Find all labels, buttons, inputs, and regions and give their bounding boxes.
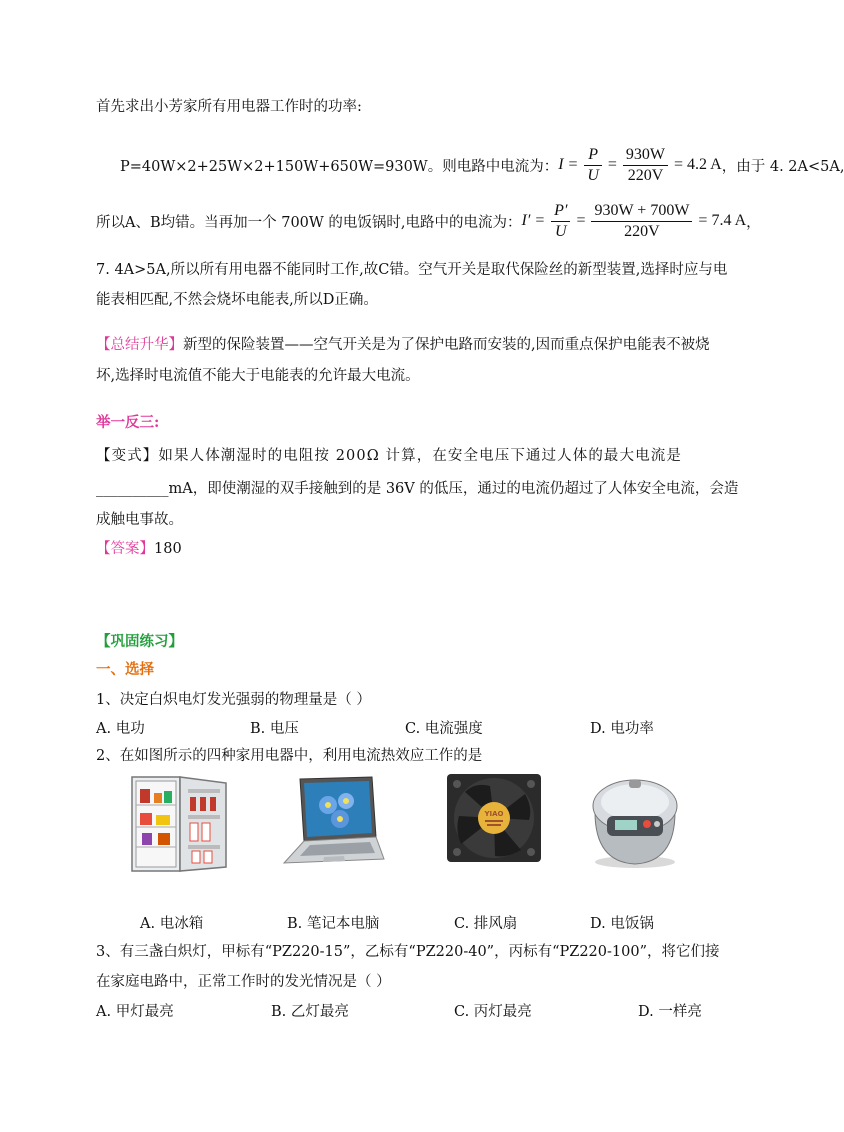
- q3-option-a: A. 甲灯最亮: [96, 1004, 174, 1020]
- summary-tag: 【总结升华】: [96, 337, 183, 353]
- q1-option-a: A. 电功: [96, 721, 145, 737]
- rice-cooker-image: [585, 772, 685, 870]
- laptop-image: [280, 775, 385, 865]
- q1-option-c: C. 电流强度: [405, 721, 483, 737]
- variant-line-2: [96, 477, 738, 498]
- q1-option-d: D. 电功率: [590, 721, 654, 737]
- eq2-fraction-2: $\frac{930W + 700W}{220V}$: [591, 202, 692, 241]
- eq1-result: = 4.2 A: [674, 155, 722, 173]
- q3-option-d: D. 一样亮: [638, 1004, 702, 1020]
- eq1-fraction-1: $\frac{P}{U}$: [584, 146, 602, 185]
- q2-option-c: C. 排风扇: [454, 916, 518, 932]
- summary-text-1: 新型的保险装置——空气开关是为了保护电路而安装的,因而重点保护电能表不被烧: [183, 337, 710, 353]
- current-equation-1: I = $\frac{P}{U}$ = $\frac{930W}{220V}$ = 4.2 A: [558, 145, 722, 184]
- equation-line-1: [120, 140, 844, 190]
- variant-text-2: mA，即使潮湿的双手接触到的是 36V 的低压，通过的电流仍超过了人体安全电流，会造: [168, 481, 739, 497]
- eq1-lhs: I =: [558, 155, 579, 173]
- q2-option-b: B. 笔记本电脑: [287, 916, 380, 932]
- q3-option-c: C. 丙灯最亮: [454, 1004, 532, 1020]
- question-2-stem: 2、在如图所示的四种家用电器中，利用电流热效应工作的是: [96, 748, 483, 764]
- after-eq1-text: ，由于 4. 2A<5A,: [721, 158, 844, 175]
- exhaust-fan-image: [445, 772, 545, 864]
- answer-line: [96, 537, 182, 558]
- section-title: 一、选择: [96, 661, 154, 678]
- answer-tag: 【答案】: [96, 541, 154, 557]
- eq1-fraction-2: $\frac{930W}{220V}$: [623, 146, 668, 185]
- fan-brand-label: YIAO: [484, 810, 504, 818]
- variant-line-1: [96, 444, 682, 465]
- eq2-lhs: I′ =: [521, 211, 546, 229]
- refrigerator-image: [130, 775, 235, 873]
- question-3-stem-2: 在家庭电路中，正常工作时的发光情况是（ ）: [96, 974, 391, 990]
- q1-option-b: B. 电压: [250, 721, 299, 737]
- question-3-stem-1: 3、有三盏白炽灯，甲标有“PZ220-15”，乙标有“PZ220-40”，丙标有“PZ220-100”，将它们接: [96, 944, 720, 960]
- eq2-fraction-1: $\frac{P'}{U}$: [551, 202, 570, 241]
- eq2-result: = 7.4 A: [698, 211, 747, 229]
- line3-text: 所以A、B均错。当再加一个 700W 的电饭锅时,电路中的电流为：: [96, 214, 522, 231]
- solution-intro: 首先求出小芳家所有用电器工作时的功率:: [96, 99, 362, 115]
- after-eq2-text: ，: [746, 214, 761, 231]
- question-1-stem: 1、决定白炽电灯发光强弱的物理量是（ ）: [96, 692, 371, 708]
- variant-tag: 【变式】: [96, 448, 159, 464]
- summary-line-1: [96, 333, 710, 354]
- solution-line-5: 能表相匹配,不然会烧坏电能表,所以D正确。: [96, 292, 378, 308]
- variant-line-3: 成触电事故。: [96, 512, 183, 528]
- q3-option-b: B. 乙灯最亮: [271, 1004, 349, 1020]
- q2-option-d: D. 电饭锅: [590, 916, 654, 932]
- current-equation-2: I′ = $\frac{P'}{U}$ = $\frac{930W + 700W}{220V}$ = 7.4 A: [521, 201, 747, 240]
- answer-blank: __________: [96, 481, 169, 497]
- variant-text-1: 如果人体潮湿时的电阻按 200Ω 计算，在安全电压下通过人体的最大电流是: [158, 448, 682, 464]
- power-calc-text: P=40W×2+25W×2+150W+650W=930W。则电路中电流为：: [120, 158, 559, 175]
- practice-heading: 【巩固练习】: [96, 633, 183, 650]
- q2-option-a: A. 电冰箱: [140, 916, 204, 932]
- equation-line-2: [96, 196, 761, 246]
- solution-line-4: 7. 4A>5A,所以所有用电器不能同时工作,故C错。空气开关是取代保险丝的新型装置,选择时应与电: [96, 262, 728, 278]
- answer-value: 180: [154, 541, 182, 557]
- summary-line-2: 坏,选择时电流值不能大于电能表的允许最大电流。: [96, 368, 420, 384]
- variant-heading: 举一反三:: [96, 414, 160, 431]
